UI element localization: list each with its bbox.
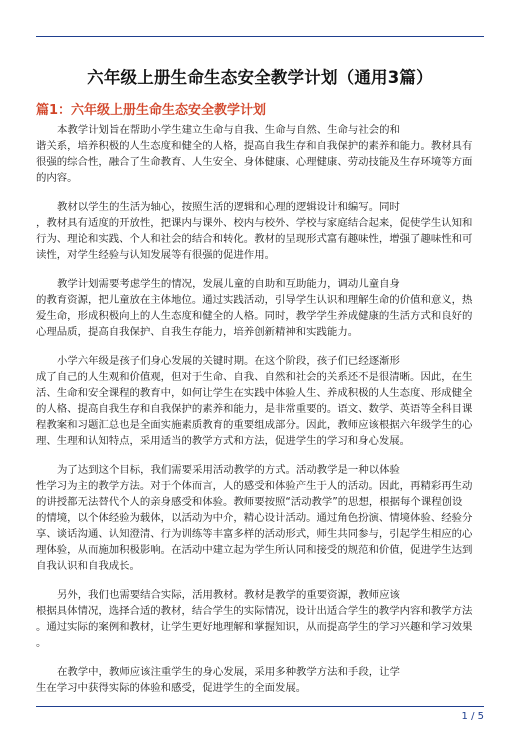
paragraph-line: 。 xyxy=(36,637,47,649)
paragraph-line: 教材以学生的生活为轴心，按照生活的逻辑和心理的逻辑设计和编写。同时 xyxy=(57,201,400,213)
paragraph-line: 的情境，以个体经验为载体，以活动为中介，精心设计活动。通过角色扮演、情境体验、经验分 xyxy=(36,512,473,524)
paragraph-line: 的人格、提高自我生存和自我保护的素养和能力，是非常重要的。语文、数学、英语等全科目课 xyxy=(36,403,473,415)
paragraph-line: 生在学习中获得实际的体验和感受，促进学生的全面发展。 xyxy=(36,682,307,694)
paragraph-line: ，教材具有适度的开放性，把课内与课外、校内与校外、学校与家庭结合起来，促使学生认知和 xyxy=(36,217,473,229)
header-rule xyxy=(36,36,484,37)
paragraph-line: 另外，我们也需要结合实际，活用教材。教材是教学的重要资源，教师应该 xyxy=(57,589,400,601)
paragraph-line: 本教学计划旨在帮助小学生建立生命与自我、生命与自然、生命与社会的和 xyxy=(57,124,400,136)
paragraph-line: 读性，对学生经验与认知发展等有很强的促进作用。 xyxy=(36,249,275,261)
document-body xyxy=(36,122,484,709)
body-paragraph xyxy=(36,122,484,186)
paragraph-line: 的讲授都无法替代个人的亲身感受和体验。教师要按照“活动教学”的思想，根据每个课程创设 xyxy=(36,496,463,508)
body-paragraph xyxy=(36,462,484,574)
paragraph-line: 性学习为主的教学方法。对于个体而言，人的感受和体验产生于人的活动。因此，再精彩再生动 xyxy=(36,480,473,492)
paragraph-line: 的内容。 xyxy=(36,172,78,184)
paragraph-line: 。通过实际的案例和教材，让学生更好地理解和掌握知识，从而提高学生的学习兴趣和学习效果 xyxy=(36,621,473,633)
paragraph-line: 的教育资源，把儿童放在主体地位。通过实践活动，引导学生认识和理解生命的价值和意义，热 xyxy=(36,294,473,306)
section-heading: 篇1：六年级上册生命生态安全教学计划 xyxy=(36,103,267,118)
paragraph-line: 行为、理论和实践、个人和社会的结合和转化。教材的呈现形式富有趣味性，增强了趣味性和可 xyxy=(36,233,473,245)
paragraph-line: 活、生命和安全课程的教育中，如何让学生在实践中体验人生、养成积极的人生态度、形成健全 xyxy=(36,387,473,399)
body-paragraph xyxy=(36,276,484,340)
paragraph-line: 理体验，从而施加积极影响。在活动中建立起为学生所认同和接受的规范和价值，促进学生达到 xyxy=(36,544,473,556)
paragraph-line: 自我认识和自我成长。 xyxy=(36,560,140,572)
body-paragraph xyxy=(36,664,484,696)
paragraph-line: 为了达到这个目标，我们需要采用活动教学的方式。活动教学是一种以体验 xyxy=(57,464,400,476)
paragraph-line: 心理品质，提高自我保护、自我生存能力，培养创新精神和实践能力。 xyxy=(36,326,359,338)
paragraph-line: 理、生理和认知特点，采用适当的教学方式和方法，促进学生的学习和身心发展。 xyxy=(36,435,411,447)
body-paragraph xyxy=(36,199,484,263)
page-number: 1 / 5 xyxy=(461,711,484,722)
paragraph-line: 谐关系，培养积极的人生态度和健全的人格，提高自我生存和自我保护的素养和能力。教材具有 xyxy=(36,140,473,152)
paragraph-line: 根据具体情况，选择合适的教材，结合学生的实际情况，设计出适合学生的教学内容和教学方法 xyxy=(36,605,473,617)
paragraph-line: 很强的综合性，融合了生命教育、人生安全、身体健康、心理健康、劳动技能及生存环境等方面 xyxy=(36,156,473,168)
footer-rule xyxy=(36,706,484,707)
paragraph-line: 小学六年级是孩子们身心发展的关键时期。在这个阶段，孩子们已经逐渐形 xyxy=(57,355,400,367)
body-paragraph xyxy=(36,353,484,449)
document-title: 六年级上册生命生态安全教学计划（通用3篇） xyxy=(87,68,433,87)
body-paragraph xyxy=(36,587,484,651)
paragraph-line: 教学计划需要考虑学生的情况，发展儿童的自助和互助能力，调动儿童自身 xyxy=(57,278,400,290)
paragraph-line: 享、谈话沟通、认知澄清、行为训练等丰富多样的活动形式，师生共同参与，引起学生相应的心 xyxy=(36,528,473,540)
paragraph-line: 在教学中，教师应该注重学生的身心发展，采用多种教学方法和手段，让学 xyxy=(57,666,400,678)
paragraph-line: 爱生命，形成积极向上的人生态度和健全的人格。同时，教学学生养成健康的生活方式和良好的 xyxy=(36,310,473,322)
paragraph-line: 程教案和习题汇总也是全面实施素质教育的重要组成部分。因此，教师应该根据六年级学生的心 xyxy=(36,419,473,431)
paragraph-line: 成了自己的人生观和价值观，但对于生命、自我、自然和社会的关系还不是很清晰。因此，在生 xyxy=(36,371,473,383)
